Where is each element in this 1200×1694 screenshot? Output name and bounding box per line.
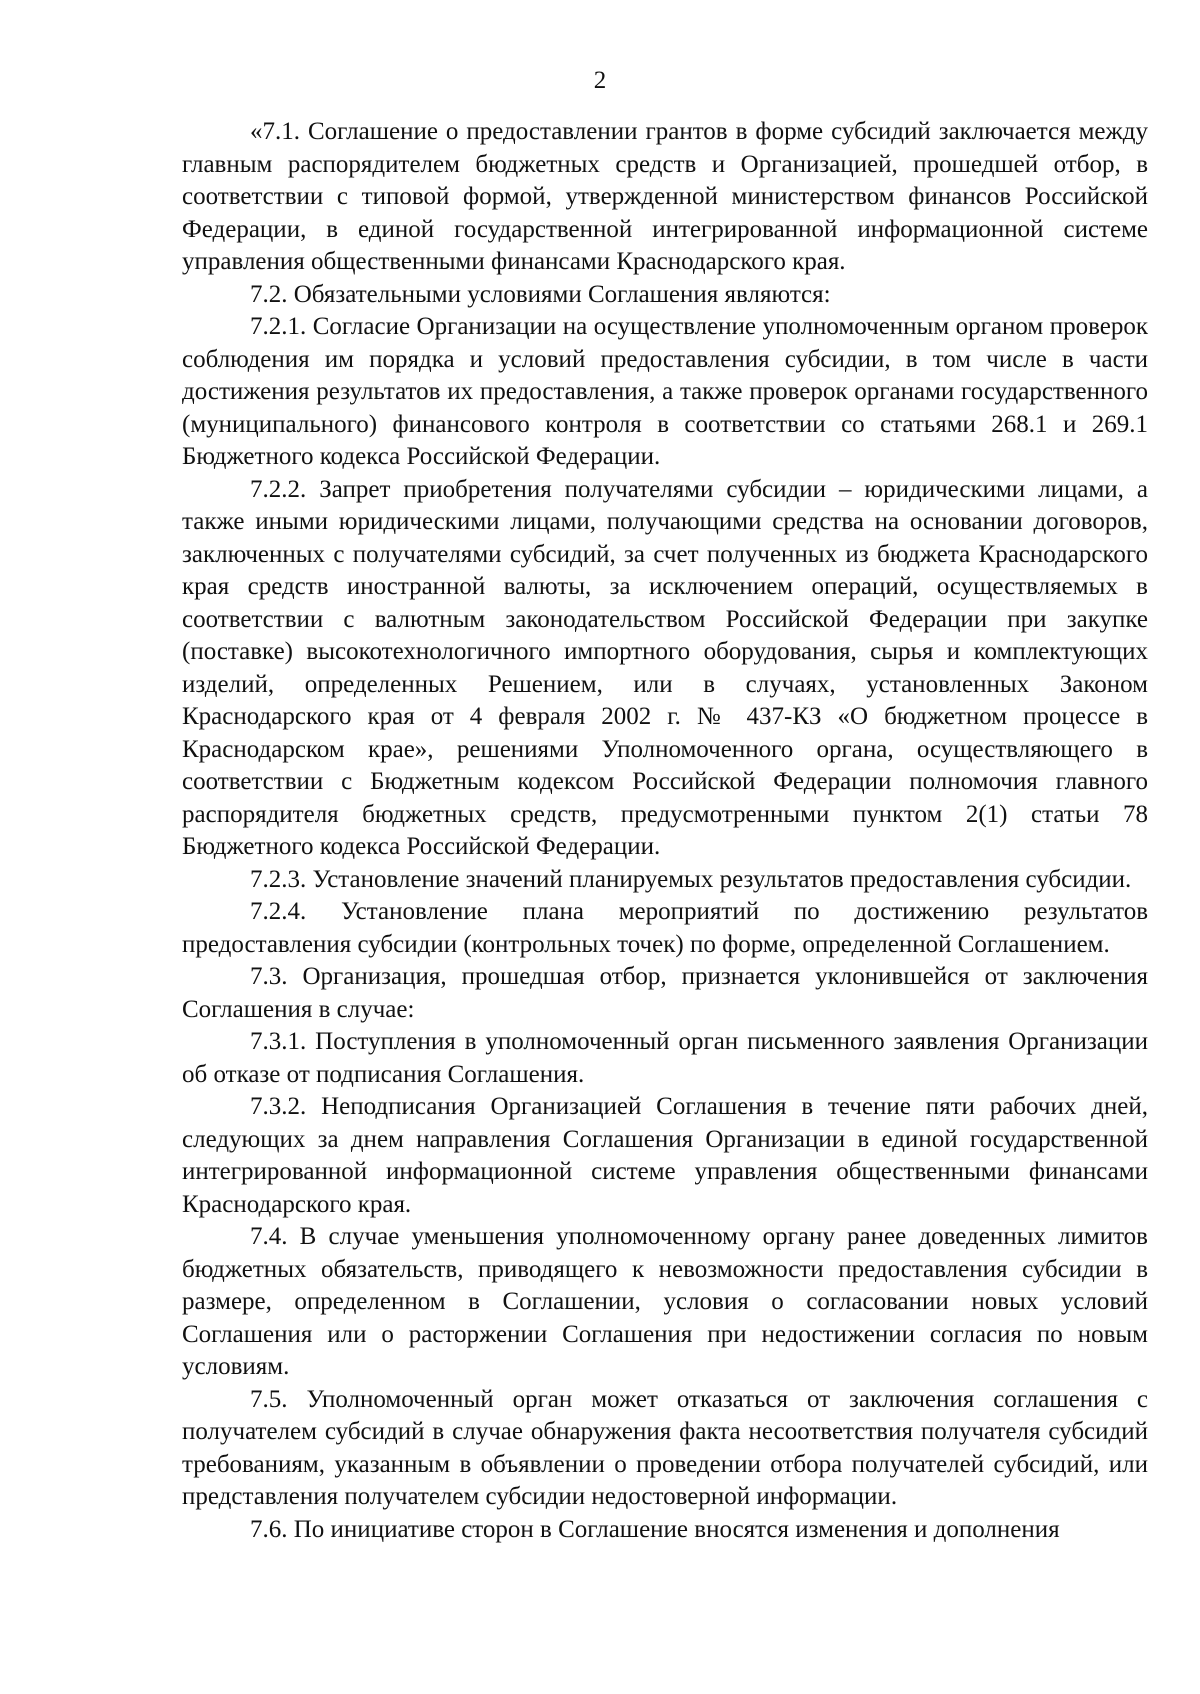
paragraph-7-2-1: 7.2.1. Согласие Организации на осуществление уполномоченным органом проверок соблюдения им порядка и условий предоставления субсидии, в том числе в части достижения результатов их предоставления, а также проверок органами государственного (муниципального) финансового контроля в соответствии со статьями 268.1 и 269.1 Бюджетного кодекса Российской Федерации. (182, 313, 1148, 470)
paragraph-7-2-3: 7.2.3. Установление значений планируемых результатов предоставления субсидии. (250, 865, 1132, 893)
paragraph-7-2-2: 7.2.2. Запрет приобретения получателями субсидии – юридическими лицами, а также иными юридическими лицами, получающими средства на основании договоров, заключенных с получателями субсидий, за счет полученных из бюджета Краснодарского края средств иностранной валюты, за исключением операций, осуществляемых в соответствии с валютным законодательством Российской Федерации при закупке (поставке) высокотехнологичного импортного оборудования, сырья и комплектующих изделий, определенных Решением, или в случаях, установленных Законом Краснодарского края от 4 февраля 2002 г. № 437-КЗ «О бюджетном процессе в Краснодарском крае», решениями Уполномоченного органа, осуществляющего в соответствии с Бюджетным кодексом Российской Федерации полномочия главного распорядителя бюджетных средств, предусмотренными пунктом 2(1) статьи 78 Бюджетного кодекса Российской Федерации. (182, 475, 1148, 860)
paragraph-7-6: 7.6. По инициативе сторон в Соглашение вносятся изменения и дополнения (250, 1515, 1060, 1543)
paragraph-7-1: «7.1. Соглашение о предоставлении грантов в форме субсидий заключается между главным распорядителем бюджетных средств и Организацией, прошедшей отбор, в соответствии с типовой формой, утвержденной министерством финансов Российской Федерации, в единой государственной интегрированной информационной системе управления общественными финансами Краснодарского края. (182, 118, 1148, 275)
paragraph-7-2: 7.2. Обязательными условиями Соглашения являются: (250, 280, 831, 308)
paragraph-7-4: 7.4. В случае уменьшения уполномоченному органу ранее доведенных лимитов бюджетных обязательств, приводящего к невозможности предоставления субсидии в размере, определенном в Соглашении, условия о согласовании новых условий Соглашения или о расторжении Соглашения при недостижении согласия по новым условиям. (182, 1223, 1148, 1380)
paragraph-7-3-2: 7.3.2. Неподписания Организацией Соглашения в течение пяти рабочих дней, следующих за днем направления Соглашения Организации в единой государственной интегрированной информационной системе управления общественными финансами Краснодарского края. (182, 1093, 1148, 1218)
paragraph-7-5: 7.5. Уполномоченный орган может отказаться от заключения соглашения с получателем субсидий в случае обнаружения факта несоответствия получателя субсидий требованиям, указанным в объявлении о проведении отбора получателей субсидий, или представления получателем субсидии недостоверной информации. (182, 1385, 1148, 1510)
paragraph-7-2-4: 7.2.4. Установление плана мероприятий по достижению результатов предоставления субсидии (контрольных точек) по форме, определенной Соглашением. (182, 898, 1148, 958)
paragraph-7-3-1: 7.3.1. Поступления в уполномоченный орган письменного заявления Организации об отказе от подписания Соглашения. (182, 1028, 1148, 1088)
paragraph-7-3: 7.3. Организация, прошедшая отбор, признается уклонившейся от заключения Соглашения в случае: (182, 963, 1148, 1023)
page-number: 2 (593, 67, 607, 94)
document-body (182, 116, 1148, 1546)
